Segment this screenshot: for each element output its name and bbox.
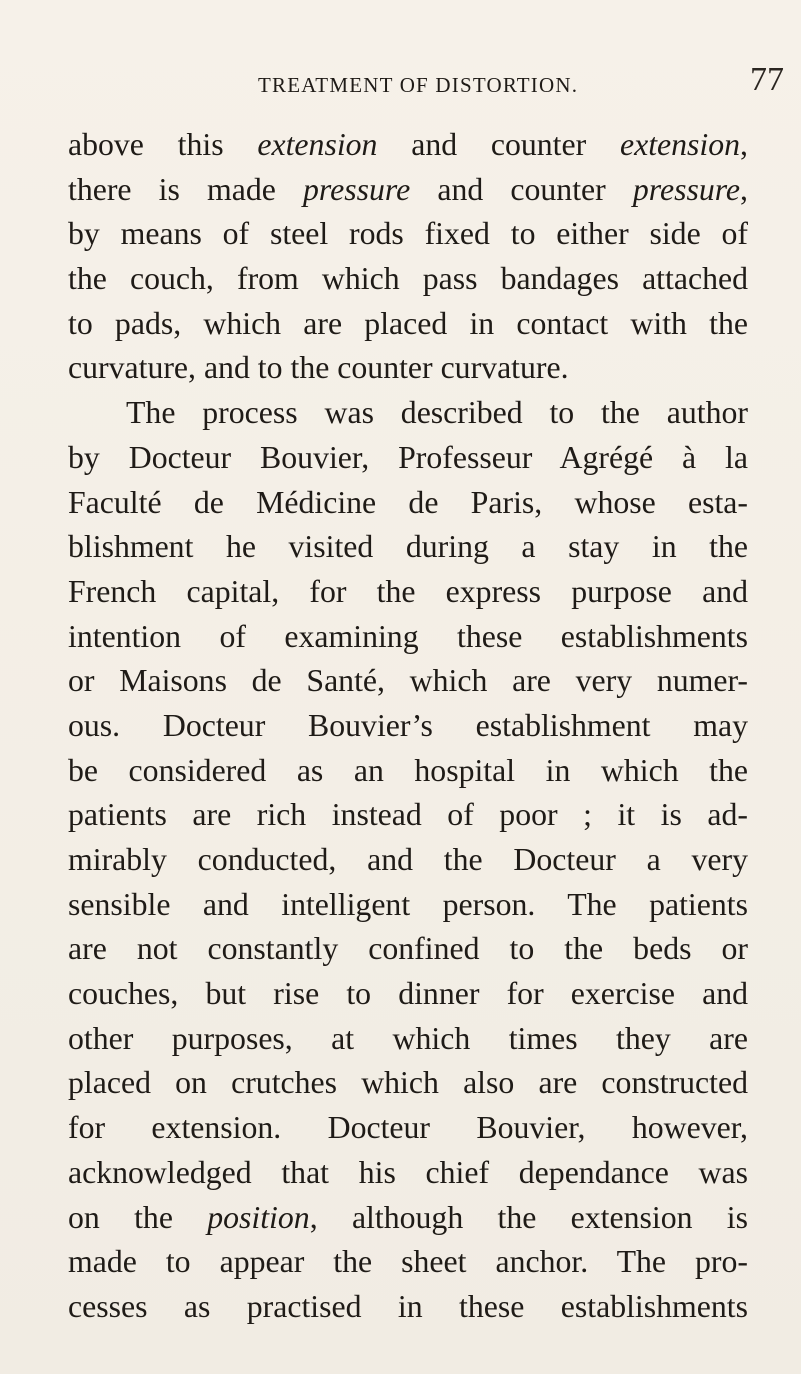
italic-emphasis: pressure bbox=[303, 171, 411, 207]
italic-emphasis: position bbox=[207, 1199, 310, 1235]
italic-emphasis: extension bbox=[257, 127, 378, 162]
text-line: made to appear the sheet anchor. The pro- bbox=[68, 1244, 748, 1280]
text-segment: above this bbox=[68, 127, 258, 162]
text-line: patients are rich instead of poor ; it is ad- bbox=[68, 797, 748, 833]
text-line: curvature, and to the counter curvature. bbox=[68, 350, 569, 386]
text-line: by Docteur Bouvier, Professeur Agrégé à la bbox=[68, 439, 748, 475]
text-line bbox=[68, 1196, 748, 1241]
text-line: are not constantly confined to the beds or bbox=[68, 931, 748, 967]
text-line: to pads, which are placed in contact with the bbox=[68, 305, 748, 341]
italic-emphasis: extension bbox=[619, 127, 741, 162]
page-number: 77 bbox=[750, 61, 784, 98]
text-segment: there is made bbox=[68, 171, 304, 207]
text-line: mirably conducted, and the Docteur a very bbox=[68, 842, 748, 877]
text-line: other purposes, at which times they are bbox=[68, 1020, 748, 1056]
text-segment: , bbox=[740, 171, 748, 207]
body-text bbox=[68, 123, 748, 1330]
text-segment: , bbox=[740, 127, 748, 162]
text-segment: and counter bbox=[410, 171, 633, 207]
text-line bbox=[68, 123, 748, 168]
text-line: ous. Docteur Bouvier’s establishment may bbox=[68, 707, 748, 743]
text-line: sensible and intelligent person. The patients bbox=[68, 886, 748, 922]
text-segment: , although the extension is bbox=[309, 1199, 748, 1235]
text-line: acknowledged that his chief dependance was bbox=[68, 1154, 748, 1190]
text-line: or Maisons de Santé, which are very numer- bbox=[68, 663, 748, 699]
running-head: TREATMENT OF DISTORTION. bbox=[258, 73, 579, 97]
text-line: intention of examining these establishments bbox=[68, 618, 748, 654]
text-line: by means of steel rods fixed to either side of bbox=[68, 216, 748, 252]
text-line: Faculté de Médicine de Paris, whose esta- bbox=[68, 484, 748, 520]
text-line: couches, but rise to dinner for exercise and bbox=[68, 976, 748, 1012]
text-line: for extension. Docteur Bouvier, however, bbox=[68, 1110, 748, 1146]
text-line bbox=[68, 168, 748, 213]
text-line: the couch, from which pass bandages attached bbox=[68, 261, 748, 297]
text-line: French capital, for the express purpose and bbox=[68, 573, 748, 609]
text-line: blishment he visited during a stay in the bbox=[68, 529, 748, 565]
text-segment: on the bbox=[68, 1199, 208, 1235]
text-segment: and counter bbox=[377, 127, 620, 162]
italic-emphasis: pressure bbox=[632, 171, 741, 207]
text-line: placed on crutches which also are constructed bbox=[68, 1065, 748, 1101]
text-line: cesses as practised in these establishments bbox=[68, 1288, 748, 1324]
text-line: be considered as an hospital in which the bbox=[68, 752, 748, 788]
text-line: The process was described to the author bbox=[126, 395, 748, 431]
